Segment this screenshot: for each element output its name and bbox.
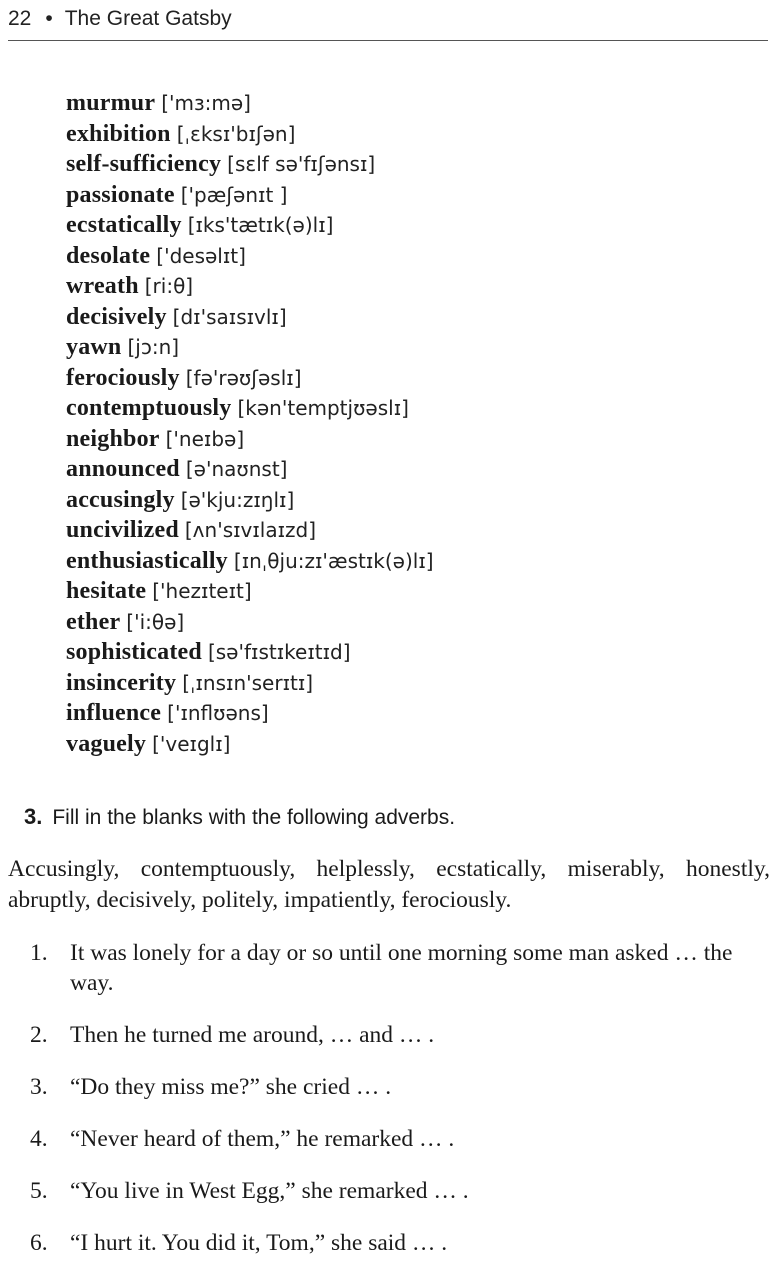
vocab-pronunciation: [ˌɛksɪ'bɪʃən] xyxy=(176,121,296,146)
vocab-word: wreath xyxy=(66,273,139,299)
vocab-pronunciation: [ri:θ] xyxy=(144,274,194,298)
vocab-item xyxy=(66,271,434,302)
question-text: “You live in West Egg,” she remarked … . xyxy=(70,1178,469,1204)
exercise-number: 3. xyxy=(24,804,43,829)
question-number: 1. xyxy=(30,940,48,966)
vocab-pronunciation: ['hezɪteɪt] xyxy=(152,579,252,603)
vocab-item xyxy=(66,424,434,455)
vocab-item xyxy=(66,637,434,668)
vocab-item xyxy=(66,546,434,577)
vocab-item xyxy=(66,698,434,729)
vocab-pronunciation: ['mɜ:mə] xyxy=(161,91,251,115)
exercise-instruction: Fill in the blanks with the following adverbs. xyxy=(52,806,456,829)
vocab-item xyxy=(66,363,434,394)
vocab-word: announced xyxy=(66,456,180,482)
header-separator: • xyxy=(45,7,53,30)
question-item xyxy=(30,1124,770,1154)
vocab-item xyxy=(66,729,434,760)
vocab-item xyxy=(66,180,434,211)
question-number: 4. xyxy=(30,1126,48,1152)
vocab-item xyxy=(66,393,434,424)
exercise-heading xyxy=(24,802,455,833)
vocab-item xyxy=(66,302,434,333)
vocab-item xyxy=(66,210,434,241)
vocab-pronunciation: ['veɪglɪ] xyxy=(152,731,231,756)
vocab-pronunciation: [ɪks'tætɪk(ə)lɪ] xyxy=(187,213,334,237)
question-text: “Never heard of them,” he remarked … . xyxy=(70,1126,455,1152)
question-item xyxy=(30,938,770,998)
vocab-word: neighbor xyxy=(66,425,160,452)
question-number: 2. xyxy=(30,1022,48,1048)
vocab-item xyxy=(66,88,434,119)
question-item xyxy=(30,1072,770,1102)
vocab-item xyxy=(66,149,434,180)
vocab-word: yawn xyxy=(66,334,122,360)
vocab-word: contemptuously xyxy=(66,395,232,421)
vocab-word: insincerity xyxy=(66,669,177,696)
vocab-pronunciation: [sɛlf sə'fɪʃənsɪ] xyxy=(227,152,376,176)
vocab-pronunciation: [fə'rəʊʃəslɪ] xyxy=(185,365,302,390)
vocab-item xyxy=(66,332,434,363)
question-item xyxy=(30,1020,770,1050)
book-title: The Great Gatsby xyxy=(64,7,232,30)
vocab-word: uncivilized xyxy=(66,517,179,543)
question-number: 5. xyxy=(30,1178,48,1204)
vocab-item xyxy=(66,119,434,150)
vocabulary-list xyxy=(66,88,434,759)
vocab-word: ferociously xyxy=(66,364,180,391)
vocab-pronunciation: ['desəlɪt] xyxy=(156,243,246,268)
vocab-item xyxy=(66,607,434,638)
vocab-pronunciation: [kən'temptjʊəslɪ] xyxy=(237,396,409,420)
vocab-pronunciation: [jɔ:n] xyxy=(127,335,180,359)
vocab-pronunciation: [ə'kju:zɪŋlɪ] xyxy=(180,487,295,512)
vocab-word: vaguely xyxy=(66,730,147,757)
page-header xyxy=(8,4,768,41)
question-number: 6. xyxy=(30,1230,48,1256)
vocab-item xyxy=(66,515,434,546)
vocab-item xyxy=(66,485,434,516)
vocab-item xyxy=(66,576,434,607)
vocab-item xyxy=(66,454,434,485)
vocab-word: desolate xyxy=(66,242,151,269)
page-number: 22 xyxy=(8,7,32,30)
vocab-item xyxy=(66,668,434,699)
vocab-word: accusingly xyxy=(66,486,175,513)
vocab-pronunciation: [ɪnˌθju:zɪ'æstɪk(ə)lɪ] xyxy=(233,548,434,573)
question-text: “I hurt it. You did it, Tom,” she said … . xyxy=(70,1230,448,1256)
vocab-pronunciation: ['ɪnflʊəns] xyxy=(167,701,269,725)
vocab-pronunciation: [ə'naʊnst] xyxy=(185,457,288,481)
vocab-word: ether xyxy=(66,608,121,635)
vocab-pronunciation: ['i:θə] xyxy=(126,609,185,634)
question-item xyxy=(30,1176,770,1206)
adverb-list: Accusingly, contemptuously, helplessly, ecstatically, miserably, honestly, abruptly, decisively, politely, impatiently, ferociously. xyxy=(8,856,770,913)
vocab-word: exhibition xyxy=(66,120,171,147)
vocab-pronunciation: [dɪ'saɪsɪvlɪ] xyxy=(172,304,287,329)
vocab-word: influence xyxy=(66,700,162,726)
vocab-word: self-sufficiency xyxy=(66,151,222,177)
question-text: It was lonely for a day or so until one morning some man asked … the way. xyxy=(70,940,733,996)
vocab-word: enthusiastically xyxy=(66,547,228,574)
vocab-item xyxy=(66,241,434,272)
vocab-pronunciation: [sə'fɪstɪkeɪtɪd] xyxy=(207,640,351,664)
vocab-pronunciation: ['neɪbə] xyxy=(165,426,245,451)
question-number: 3. xyxy=(30,1074,48,1100)
question-text: Then he turned me around, … and … . xyxy=(70,1022,435,1048)
vocab-pronunciation: ['pæʃənɪt ] xyxy=(180,182,288,207)
vocab-pronunciation: [ˌɪnsɪn'serɪtɪ] xyxy=(182,670,314,695)
question-list xyxy=(30,938,770,1280)
vocab-word: hesitate xyxy=(66,578,147,604)
vocab-word: sophisticated xyxy=(66,639,202,665)
vocab-word: decisively xyxy=(66,303,167,330)
question-text: “Do they miss me?” she cried … . xyxy=(70,1074,392,1100)
question-item xyxy=(30,1228,770,1258)
vocab-pronunciation: [ʌn'sɪvɪlaɪzd] xyxy=(184,518,317,542)
vocab-word: passionate xyxy=(66,181,175,208)
vocab-word: murmur xyxy=(66,90,156,116)
vocab-word: ecstatically xyxy=(66,212,182,238)
